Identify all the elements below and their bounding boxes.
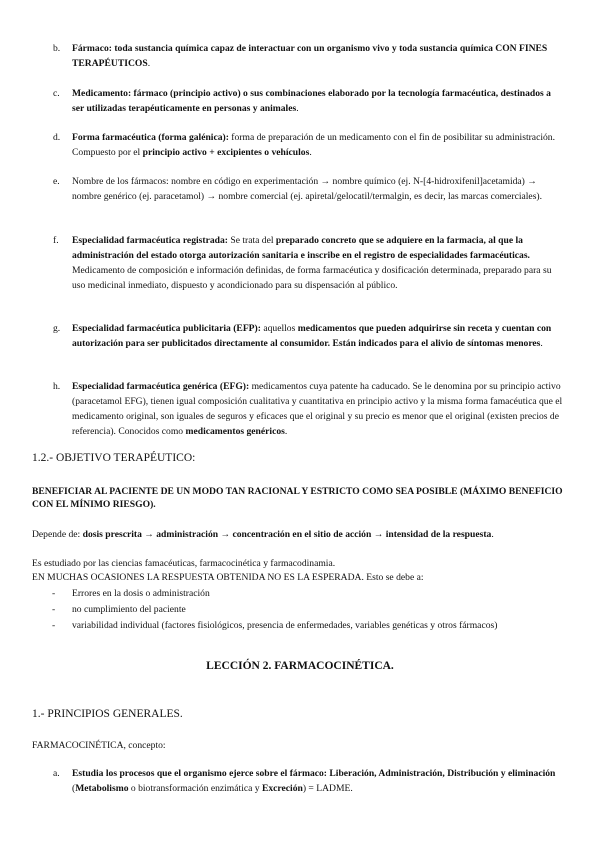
item-marker: c.: [53, 88, 60, 99]
definition-item-b: [53, 41, 565, 71]
causa-item: [52, 619, 497, 632]
causa-text: no cumplimiento del paciente: [72, 604, 186, 615]
item-marker: a.: [53, 768, 60, 779]
dash-marker: -: [52, 588, 56, 599]
text-run: .: [309, 147, 312, 158]
bold-text: Especialidad farmacéutica genérica (EFG):: [72, 381, 250, 392]
text-run: .: [540, 338, 543, 349]
item-text: [72, 233, 565, 293]
bold-text: Fármaco: toda sustancia química capaz de interactuar con un organismo vivo y toda sustancia química CON FINES TERAPÉUTICOS: [72, 43, 548, 69]
ocasiones-line: EN MUCHAS OCASIONES LA RESPUESTA OBTENIDA NO ES LA ESPERADA. Esto se debe a:: [32, 572, 424, 583]
item-marker: b.: [53, 43, 61, 54]
dash-marker: -: [52, 604, 56, 615]
bold-text: Especialidad farmacéutica registrada:: [72, 235, 228, 246]
text-run: ) = LADME.: [302, 783, 353, 794]
objetivo-heading: 1.2.- OBJETIVO TERAPÉUTICO:: [32, 452, 196, 464]
item-marker: g.: [53, 323, 61, 334]
item-marker: f.: [53, 235, 59, 246]
causa-text: variabilidad individual (factores fisiológicos, presencia de enfermedades, variables genéticas y otros fármacos): [72, 620, 498, 631]
causa-text: Errores en la dosis o administración: [72, 588, 210, 599]
estudiado-line: Es estudiado por las ciencias famacéuticas, farmacocinética y farmacodinamia.: [32, 558, 336, 569]
text-run: .: [147, 58, 151, 69]
depende-line: [32, 528, 572, 541]
item-text: [72, 766, 565, 796]
depende-end: .: [491, 529, 494, 540]
bold-text: medicamentos genéricos: [185, 426, 285, 437]
farmacocinetica-item-a: [53, 766, 565, 796]
text-run: medicamentos cuya patente ha caducado. Se le denomina por su principio activo (paracetamol EFG), tienen igual composición cualitativa y cuantitativa en principio activo y la misma forma famacéutica que el medicamento original, son iguales de seguros y eficaces que el original y su precio es menor que el original (existen precios de referencia). Conocidos como: [72, 381, 563, 437]
definition-item-h: [53, 379, 565, 439]
objetivo-statement: BENEFICIAR AL PACIENTE DE UN MODO TAN RACIONAL Y ESTRICTO COMO SEA POSIBLE (MÁXIMO BENEFICIO CON EL MÍNIMO RIESGO).: [32, 486, 563, 510]
text-run: .: [284, 426, 288, 437]
text-run: (: [72, 783, 76, 794]
section-heading: 1.- PRINCIPIOS GENERALES.: [32, 708, 183, 720]
text-run: Nombre de los fármacos: nombre en código en experimentación → nombre químico (ej. N-[4-hidroxifenil]acetamida) → nombre genérico (ej. paracetamol) → nombre comercial (ej. apiretal/gelocatil/termalgin, es decir, las marcas comerciales).: [72, 176, 543, 202]
bold-text: Metabolismo: [75, 783, 129, 794]
bold-text: principio activo + excipientes o vehículos: [142, 147, 310, 158]
bold-text: Especialidad farmacéutica publicitaria (EFP):: [72, 323, 261, 334]
dash-marker: -: [52, 620, 56, 631]
text-run: Medicamento de composición e información definidas, de forma farmacéutica y dosificación determinada, preparado para su uso medicinal inmediato, dispuesto y acondicionado para su dispensación al público.: [72, 265, 552, 291]
definition-item-c: [53, 86, 565, 116]
bold-text: Forma farmacéutica (forma galénica):: [72, 132, 229, 143]
item-marker: e.: [53, 176, 60, 187]
item-text: [72, 86, 565, 116]
bold-text: medicamentos que pueden adquirirse sin receta y cuentan con autorización para ser publicitados directamente al consumidor. Están indicados para el alivio de síntomas menores: [72, 323, 552, 349]
text-run: o biotransformación enzimática y: [128, 783, 262, 794]
item-marker: h.: [53, 381, 61, 392]
causa-item: [52, 587, 210, 600]
definition-item-d: [53, 130, 565, 160]
item-text: [72, 41, 565, 71]
text-run: forma de preparación de un medicamento con el fin de posibilitar su administración. Compuesto por el: [72, 132, 555, 158]
definition-item-f: [53, 233, 565, 293]
item-text: [72, 174, 565, 204]
bold-text: Medicamento: fármaco (principio activo) o sus combinaciones elaborado por la tecnología farmacéutica, destinados a ser utilizadas terapéuticamente en personas y animales: [72, 88, 551, 114]
depende-label: Depende de:: [32, 529, 83, 540]
text-run: aquellos: [260, 323, 298, 334]
item-marker: d.: [53, 132, 61, 143]
bold-text: Estudia los procesos que el organismo ejerce sobre el fármaco: Liberación, Administración, Distribución y eliminación: [72, 768, 556, 779]
item-text: [72, 130, 565, 160]
definition-item-e: [53, 174, 565, 204]
text-run: .: [296, 103, 299, 114]
definition-item-g: [53, 321, 565, 351]
bold-text: preparado concreto que se adquiere en la farmacia, al que la administración del estado otorga autorización sanitaria e inscribe en el registro de especialidades farmacéuticas.: [72, 235, 530, 261]
concepto-line: FARMACOCINÉTICA, concepto:: [32, 740, 166, 751]
text-run: Se trata del: [227, 235, 276, 246]
item-text: [72, 321, 565, 351]
bold-text: Excreción: [261, 783, 303, 794]
item-text: [72, 379, 565, 439]
lesson-title: LECCIÓN 2. FARMACOCINÉTICA.: [206, 660, 394, 672]
causa-item: [52, 603, 186, 616]
depende-chain: dosis prescrita → administración → concentración en el sitio de acción → intensidad de la respuesta: [82, 529, 492, 540]
